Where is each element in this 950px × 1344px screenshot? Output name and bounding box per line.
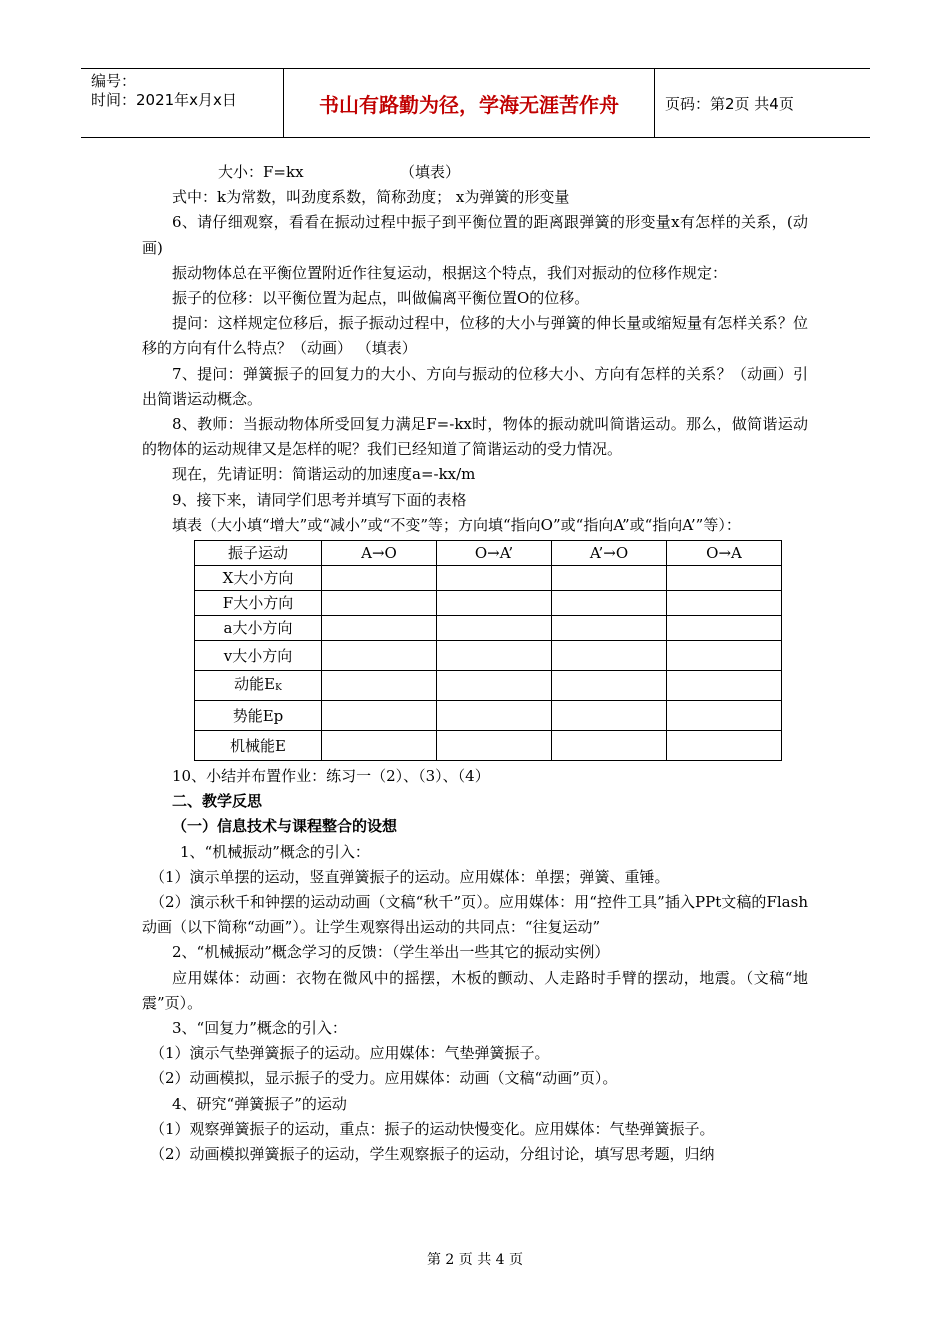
paragraph: （2）动画模拟，显示振子的受力。应用媒体：动画（文稿“动画”页）。	[150, 1069, 618, 1088]
paragraph: 1、“机械振动”概念的引入：	[180, 842, 370, 861]
table-row	[195, 591, 782, 616]
table-cell	[437, 671, 552, 701]
paragraph: 提问：这样规定位移后，振子振动过程中，位移的大小与弹簧的伸长量或缩短量有怎样关系？位移的方向有什么特点？（动画） （填表）	[142, 314, 808, 358]
paragraph: （2）演示秋千和钟摆的运动动画（文稿“秋千”页）。应用媒体：用“控件工具”插入PPt文稿的Flash动画（以下简称“动画”）。让学生观察得出运动的共同点：“往复运动”	[142, 893, 808, 937]
table-cell	[552, 616, 667, 641]
header-page-info: 页码：第2页 共4页	[665, 94, 794, 113]
paragraph: 填表（大小填“增大”或“减小”或“不变”等；方向填“指向O”或“指向A”或“指向A’”等）：	[172, 515, 741, 534]
row-label-text: 动能E	[234, 674, 276, 693]
table-cell	[322, 701, 437, 731]
table-cell	[437, 731, 552, 761]
table-cell	[437, 641, 552, 671]
paragraph: 4、研究“弹簧振子”的运动	[172, 1094, 347, 1113]
table-cell	[667, 566, 782, 591]
paragraph: （1）演示单摆的运动，竖直弹簧振子的运动。应用媒体：单摆；弹簧、重锤。	[150, 867, 670, 886]
table-cell	[322, 591, 437, 616]
paragraph: 式中：k为常数，叫劲度系数，简称劲度； x为弹簧的形变量	[172, 188, 570, 207]
table-row	[195, 731, 782, 761]
formula-text: 大小：F=kx	[218, 163, 304, 181]
table-cell	[322, 616, 437, 641]
row-label: v大小方向	[195, 641, 322, 671]
table-header-cell: O→A	[667, 541, 782, 566]
table-cell	[437, 616, 552, 641]
page-footer: 第 2 页 共 4 页	[426, 1252, 524, 1268]
paragraph: 7、提问：弹簧振子的回复力的大小、方向与振动的位移大小、方向有怎样的关系？（动画）引出简谐运动概念。	[142, 364, 808, 408]
table-cell	[667, 591, 782, 616]
table-cell	[667, 701, 782, 731]
table-cell	[552, 641, 667, 671]
header-meta	[81, 69, 283, 137]
table-cell	[322, 566, 437, 591]
subsection-heading: （一）信息技术与课程整合的设想	[172, 817, 398, 836]
table-row	[195, 701, 782, 731]
subscript: K	[275, 682, 282, 693]
motion-table	[194, 540, 782, 761]
table-cell	[437, 701, 552, 731]
header-motto: 书山有路勤为径，学海无涯苦作舟	[283, 69, 655, 137]
motion-table-wrapper	[194, 540, 808, 761]
row-label	[195, 671, 322, 701]
table-cell	[322, 641, 437, 671]
paragraph: 9、接下来，请同学们思考并填写下面的表格	[172, 490, 467, 509]
table-header-cell: A→O	[322, 541, 437, 566]
doc-number-label: 编号：	[91, 72, 137, 90]
table-header-cell: O→A’	[437, 541, 552, 566]
paragraph: 6、请仔细观察，看看在振动过程中振子到平衡位置的距离跟弹簧的形变量x有怎样的关系，(动画)	[142, 213, 808, 257]
table-row	[195, 616, 782, 641]
paragraph: 10、小结并布置作业：练习一（2）、（3）、（4）	[172, 767, 490, 786]
table-header-cell: A’→O	[552, 541, 667, 566]
doc-time: 时间：2021年x月x日	[91, 91, 237, 109]
table-cell	[322, 731, 437, 761]
document-body	[142, 160, 808, 1167]
row-label: 势能Ep	[195, 701, 322, 731]
paragraph: 8、教师：当振动物体所受回复力满足F=-kx时，物体的振动就叫简谐运动。那么，做简谐运动的物体的运动规律又是怎样的呢？我们已经知道了简谐运动的受力情况。	[142, 415, 808, 459]
table-cell	[667, 616, 782, 641]
page-header	[81, 68, 870, 138]
table-cell	[322, 671, 437, 701]
paragraph: （2）动画模拟弹簧振子的运动，学生观察振子的运动，分组讨论，填写思考题，归纳	[150, 1145, 715, 1164]
paragraph: 应用媒体：动画：衣物在微风中的摇摆，木板的颤动、人走路时手臂的摆动，地震。（文稿“地震”页）。	[142, 968, 808, 1012]
section-heading: 二、教学反思	[172, 792, 263, 811]
table-cell	[667, 641, 782, 671]
paragraph	[142, 160, 808, 185]
fill-table-note: （填表）	[400, 163, 461, 181]
table-cell	[552, 566, 667, 591]
table-cell	[552, 731, 667, 761]
table-header-row	[195, 541, 782, 566]
table-row	[195, 671, 782, 701]
table-cell	[437, 591, 552, 616]
paragraph: 3、“回复力”概念的引入：	[172, 1019, 347, 1038]
paragraph: 现在，先请证明：简谐运动的加速度a=-kx/m	[172, 465, 476, 484]
paragraph: （1）演示气垫弹簧振子的运动。应用媒体：气垫弹簧振子。	[150, 1044, 550, 1063]
table-header-cell: 振子运动	[195, 541, 322, 566]
table-cell	[552, 591, 667, 616]
row-label: X大小方向	[195, 566, 322, 591]
row-label: a大小方向	[195, 616, 322, 641]
table-cell	[552, 701, 667, 731]
row-label: 机械能E	[195, 731, 322, 761]
table-row	[195, 566, 782, 591]
table-row	[195, 641, 782, 671]
row-label: F大小方向	[195, 591, 322, 616]
paragraph: 振动物体总在平衡位置附近作往复运动，根据这个特点，我们对振动的位移作规定：	[172, 263, 728, 282]
table-cell	[667, 671, 782, 701]
table-cell	[552, 671, 667, 701]
paragraph: 2、“机械振动”概念学习的反馈：（学生举出一些其它的振动实例）	[172, 943, 610, 962]
table-cell	[667, 731, 782, 761]
paragraph: （1）观察弹簧振子的运动，重点：振子的运动快慢变化。应用媒体：气垫弹簧振子。	[150, 1119, 715, 1138]
paragraph: 振子的位移：以平衡位置为起点，叫做偏离平衡位置O的位移。	[172, 289, 590, 308]
table-cell	[437, 566, 552, 591]
